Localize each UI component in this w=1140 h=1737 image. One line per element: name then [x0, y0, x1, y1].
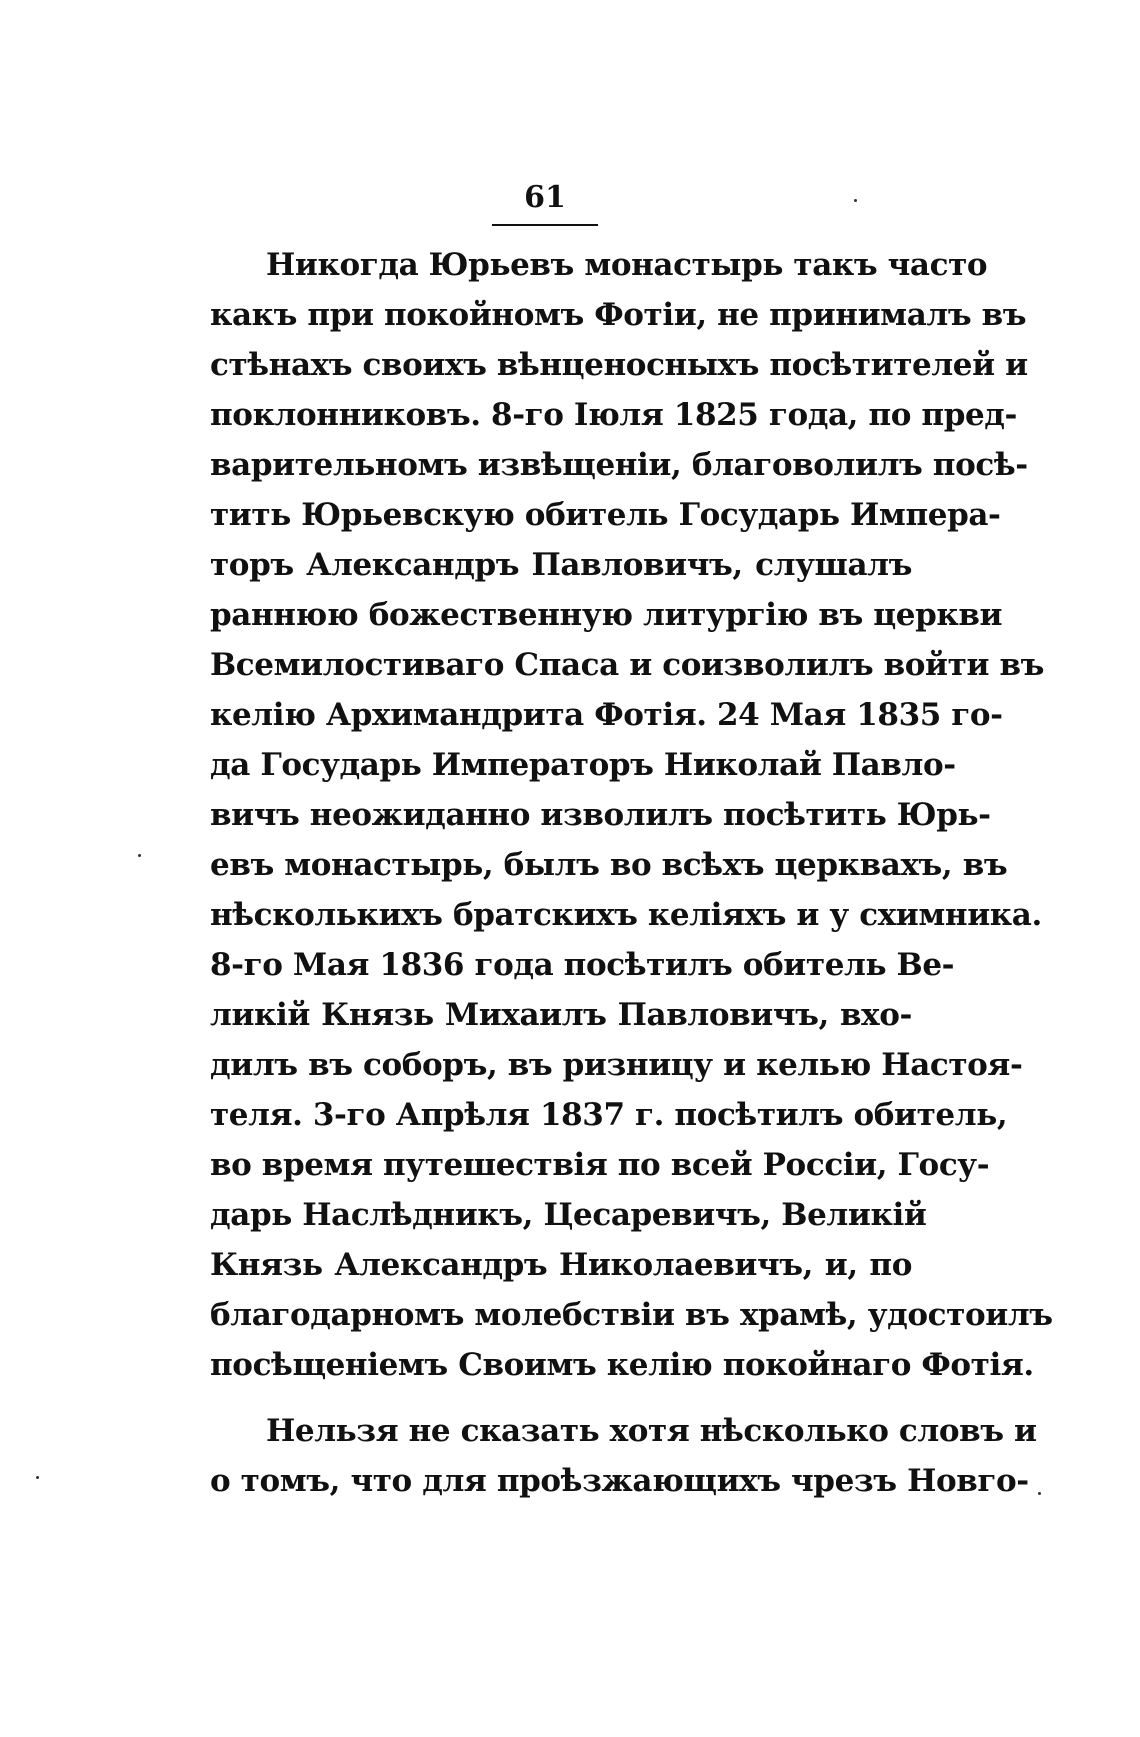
- text-line: поклонниковъ. 8-го Іюля 1825 года, по пред-: [210, 397, 1018, 433]
- text-line: нѣсколькихъ братскихъ келіяхъ и у схимника.: [210, 897, 1042, 933]
- text-line: Никогда Юрьевъ монастырь такъ часто: [266, 247, 988, 283]
- text-line: стѣнахъ своихъ вѣнценосныхъ посѣтителей и: [210, 347, 1028, 383]
- text-line: варительномъ извѣщеніи, благоволилъ посѣ-: [210, 447, 1028, 483]
- text-line: какъ при покойномъ Фотіи, не принималъ въ: [210, 297, 1027, 333]
- text-line: евъ монастырь, былъ во всѣхъ церквахъ, въ: [210, 847, 1008, 883]
- text-line: посѣщеніемъ Своимъ келію покойнаго Фотія.: [210, 1347, 1034, 1383]
- paragraph-1: [210, 240, 1053, 1390]
- paper-speck: [138, 854, 141, 857]
- page-number: 61: [524, 180, 566, 215]
- text-line: дилъ въ соборъ, въ ризницу и келью Настоя-: [210, 1047, 1023, 1083]
- text-line: да Государь Императоръ Николай Павло-: [210, 747, 956, 783]
- text-line: Нельзя не сказать хотя нѣсколько словъ и: [266, 1413, 1037, 1449]
- text-line: 8-го Мая 1836 года посѣтилъ обитель Ве-: [210, 947, 955, 983]
- text-line: о томъ, что для проѣзжающихъ чрезъ Новго-: [210, 1463, 1029, 1499]
- paper-speck: [36, 1476, 39, 1479]
- paper-speck: [854, 199, 857, 202]
- text-line: дарь Наслѣдникъ, Цесаревичъ, Великій: [210, 1197, 927, 1233]
- paragraph-gap: [210, 1390, 912, 1406]
- text-line: во время путешествія по всей Россіи, Госу-: [210, 1147, 990, 1183]
- text-line: Князь Александръ Николаевичъ, и, по: [210, 1247, 912, 1283]
- text-line: тить Юрьевскую обитель Государь Импера-: [210, 497, 1001, 533]
- paragraph-2: [210, 1406, 1037, 1506]
- text-line: теля. 3-го Апрѣля 1837 г. посѣтилъ обитель,: [210, 1097, 1008, 1133]
- body-text: [210, 240, 1053, 1506]
- text-line: ликій Князь Михаилъ Павловичъ, вхо-: [210, 997, 912, 1033]
- text-line: торъ Александръ Павловичъ, слушалъ: [210, 547, 912, 583]
- page-number-rule: [492, 224, 598, 226]
- text-line: вичъ неожиданно изволилъ посѣтить Юрь-: [210, 797, 991, 833]
- text-line: келію Архимандрита Фотія. 24 Мая 1835 го-: [210, 697, 1003, 733]
- text-line: раннюю божественную литургію въ церкви: [210, 597, 1003, 633]
- text-line: Всемилостиваго Спаса и соизволилъ войти въ: [210, 647, 1044, 683]
- paper-speck: [1038, 1492, 1041, 1495]
- text-line: благодарномъ молебствіи въ храмѣ, удостоилъ: [210, 1297, 1053, 1333]
